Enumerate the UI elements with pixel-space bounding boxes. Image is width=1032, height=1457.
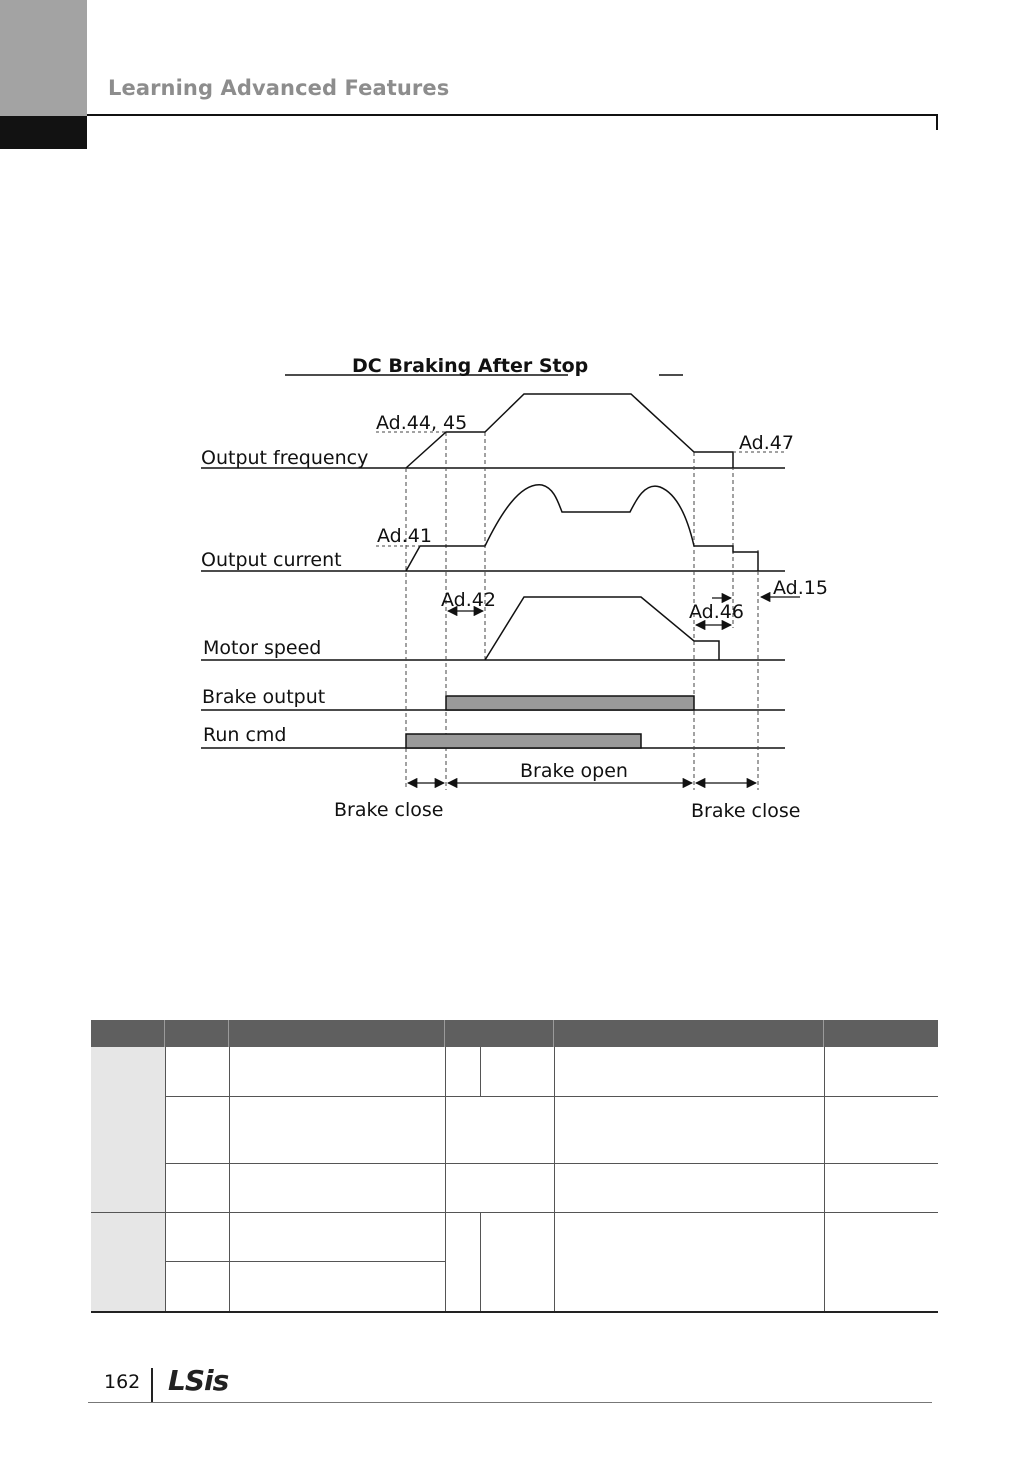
param-label-ad47: Ad.47 bbox=[739, 432, 794, 454]
interval-label-brake-close-start: Brake close bbox=[334, 799, 444, 821]
param-label-ad42: Ad.42 bbox=[441, 589, 496, 611]
table-header-code bbox=[165, 1020, 229, 1047]
table-header-range bbox=[554, 1020, 824, 1047]
run-cmd-bar bbox=[406, 734, 641, 748]
signal-label-output-frequency: Output frequency bbox=[201, 447, 369, 469]
table-header-setting bbox=[445, 1020, 554, 1047]
param-label-ad46: Ad.46 bbox=[689, 601, 744, 623]
interval-label-brake-open: Brake open bbox=[520, 760, 628, 782]
signal-label-brake-output: Brake output bbox=[202, 686, 326, 708]
footer-rule bbox=[88, 1402, 932, 1403]
param-label-ad41: Ad.41 bbox=[377, 525, 432, 547]
diagram-title: DC Braking After Stop bbox=[352, 355, 589, 377]
parameter-table bbox=[91, 1020, 938, 1312]
signal-label-output-current: Output current bbox=[201, 549, 342, 571]
table-header-unit bbox=[824, 1020, 938, 1047]
footer-separator bbox=[151, 1368, 153, 1403]
table-group-cell-1 bbox=[91, 1047, 165, 1212]
table-header-name bbox=[229, 1020, 445, 1047]
param-label-ad15: Ad.15 bbox=[773, 577, 828, 599]
motor-speed-waveform bbox=[485, 597, 719, 660]
ls-logo: LSis bbox=[168, 1364, 229, 1397]
page-number: 162 bbox=[104, 1371, 141, 1393]
table-group-cell-2 bbox=[91, 1213, 165, 1311]
brake-output-bar bbox=[446, 696, 694, 710]
table-header-group bbox=[91, 1020, 165, 1047]
output-current-waveform bbox=[406, 485, 758, 571]
page-header-title: Learning Advanced Features bbox=[108, 76, 450, 100]
param-label-ad44-45: Ad.44, 45 bbox=[376, 412, 468, 434]
signal-label-motor-speed: Motor speed bbox=[203, 637, 322, 659]
signal-label-run-cmd: Run cmd bbox=[203, 724, 287, 746]
interval-label-brake-close-end: Brake close bbox=[691, 800, 801, 822]
